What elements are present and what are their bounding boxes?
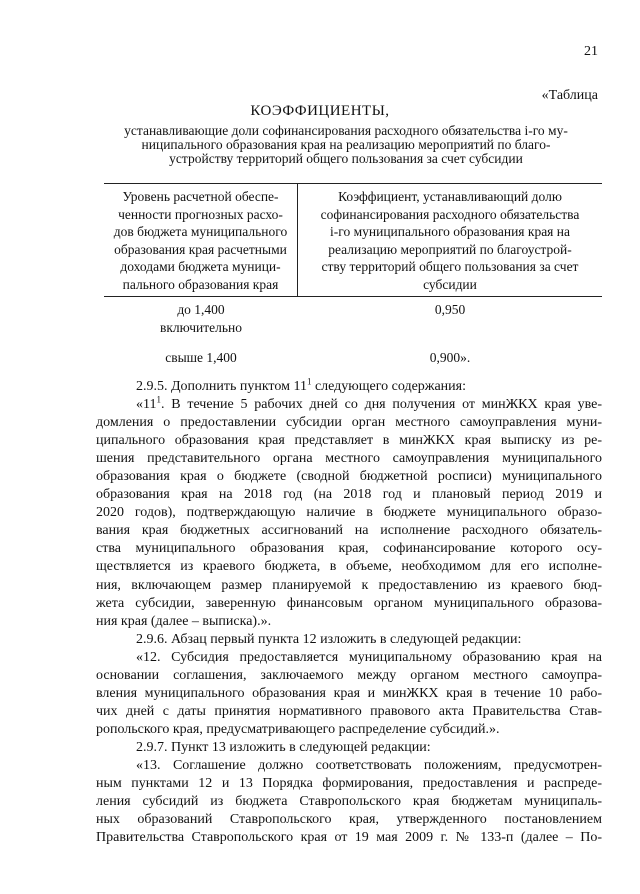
document-subtitle bbox=[96, 124, 596, 166]
superscript: 1 bbox=[306, 376, 312, 387]
table-label: «Таблица bbox=[541, 88, 598, 103]
text-line: ления субсидий из бюджета Ставропольского края бюджетам муниципаль- bbox=[96, 794, 602, 810]
text-line: ния края (далее – выписка).». bbox=[96, 613, 272, 629]
paragraph-2-9-6: 2.9.6. Абзац первый пункта 12 изложить в следующей редакции: bbox=[136, 631, 522, 647]
text-line: образования края о бюджете (сводной бюджетной росписи) муниципального bbox=[96, 469, 602, 485]
subtitle-line: устанавливающие доли софинансирования расходного обязательства i-го му- bbox=[124, 123, 568, 138]
header-text: реализацию мероприятий по благоустрой- bbox=[328, 241, 572, 257]
header-text: i-го муниципального образования края на bbox=[330, 224, 570, 240]
page-number: 21 bbox=[584, 44, 598, 59]
header-level-column bbox=[104, 184, 298, 296]
text-line: ществляется из краевого бюджета, в объеме, необходимом для его исполне- bbox=[96, 559, 602, 575]
paragraph-11-1-first-line bbox=[96, 396, 602, 414]
coefficient-cell: 0,900». bbox=[429, 350, 471, 365]
body-text bbox=[96, 378, 602, 847]
coefficient-cell: 0,950 bbox=[434, 302, 466, 317]
text-line: Правительства Ставропольского края от 19 мая 2009 г. № 133-п (далее – По- bbox=[96, 830, 602, 846]
text-line: «12. Субсидия предоставляется муниципальному образованию края на bbox=[136, 649, 602, 665]
level-text: до 1,400 bbox=[177, 302, 225, 317]
header-text: ченности прогнозных расхо- bbox=[118, 206, 283, 222]
text-line: чих дней с даты принятия нормативного правового акта Правительства Став- bbox=[96, 703, 602, 719]
header-text: Коэффициент, устанавливающий долю bbox=[338, 189, 562, 204]
text-line: ропольского края, предусматривающего распределение субсидий.». bbox=[96, 721, 500, 737]
text-run: следующего содержания: bbox=[311, 379, 466, 394]
text-run: «11 bbox=[136, 397, 157, 413]
header-text: софинансирования расходного обязательства bbox=[320, 206, 580, 222]
text-line: вления муниципального образования края и минЖКХ края в течение 10 рабо- bbox=[96, 685, 602, 701]
header-text: Уровень расчетной обеспе- bbox=[122, 189, 279, 204]
text-run: . В течение 5 рабочих дней со дня получения от минЖКХ края уве- bbox=[160, 397, 602, 413]
text-line: «13. Соглашение должно соответствовать положениям, предусмотрен- bbox=[136, 757, 602, 773]
table-row bbox=[104, 301, 602, 337]
text-line: ным пунктами 12 и 13 Порядка формирования, предоставления и распреде- bbox=[96, 776, 602, 792]
subtitle-line: устройству территорий общего пользования за счет субсидии bbox=[169, 151, 523, 166]
text-run: 2.9.5. Дополнить пунктом 11 bbox=[136, 379, 307, 394]
subtitle-line: ниципального образования края на реализацию мероприятий по благо- bbox=[141, 137, 551, 152]
text-line: 2020 годов), подтверждающую наличие в бюджете муниципального образо- bbox=[96, 505, 602, 521]
text-line: основании соглашения, заключаемого между органом местного самоупра- bbox=[96, 667, 602, 683]
header-text: доходами бюджета муници- bbox=[120, 259, 281, 275]
header-text: дов бюджета муниципального bbox=[113, 224, 288, 240]
text-line: домления о предоставлении субсидии орган местного самоуправления муни- bbox=[96, 415, 602, 431]
header-text: пального образования края bbox=[122, 276, 279, 292]
text-line: ных образований Ставропольского края, утвержденного постановлением bbox=[96, 812, 602, 828]
text-line: ния, включающем размер планируемой к предоставлению из краевого бюд- bbox=[96, 577, 602, 593]
level-text: включительно bbox=[159, 320, 242, 335]
coefficients-table bbox=[104, 183, 602, 367]
header-text: образования края расчетными bbox=[114, 241, 287, 257]
text-line: ципального образования края представляет в минЖКХ края выписку из ре- bbox=[96, 433, 602, 449]
header-text: ству территорий общего пользования за счет bbox=[321, 259, 579, 275]
table-header bbox=[104, 183, 602, 297]
header-text: субсидии bbox=[423, 276, 477, 292]
level-cell bbox=[104, 349, 298, 367]
paragraph-2-9-5 bbox=[96, 378, 602, 396]
superscript: 1 bbox=[156, 394, 161, 405]
document-title: КОЭФФИЦИЕНТЫ, bbox=[250, 103, 390, 119]
level-text: свыше 1,400 bbox=[165, 350, 237, 365]
text-line: ства муниципального образования края, софинансирование которого осу- bbox=[96, 541, 602, 557]
text-line: образования края на 2018 год (на 2018 год и плановый период 2019 и bbox=[96, 487, 602, 503]
text-line: шения представительного органа местного самоуправления муниципального bbox=[96, 451, 602, 467]
text-line: жета субсидии, заверенную финансовым органом муниципального образова- bbox=[96, 595, 602, 611]
header-coefficient-column bbox=[298, 184, 602, 296]
text-line: вания края бюджетных ассигнований на исполнение расходного обязатель- bbox=[96, 523, 602, 539]
paragraph-2-9-7: 2.9.7. Пункт 13 изложить в следующей редакции: bbox=[136, 739, 431, 755]
table-row bbox=[104, 349, 602, 367]
level-cell bbox=[104, 301, 298, 337]
